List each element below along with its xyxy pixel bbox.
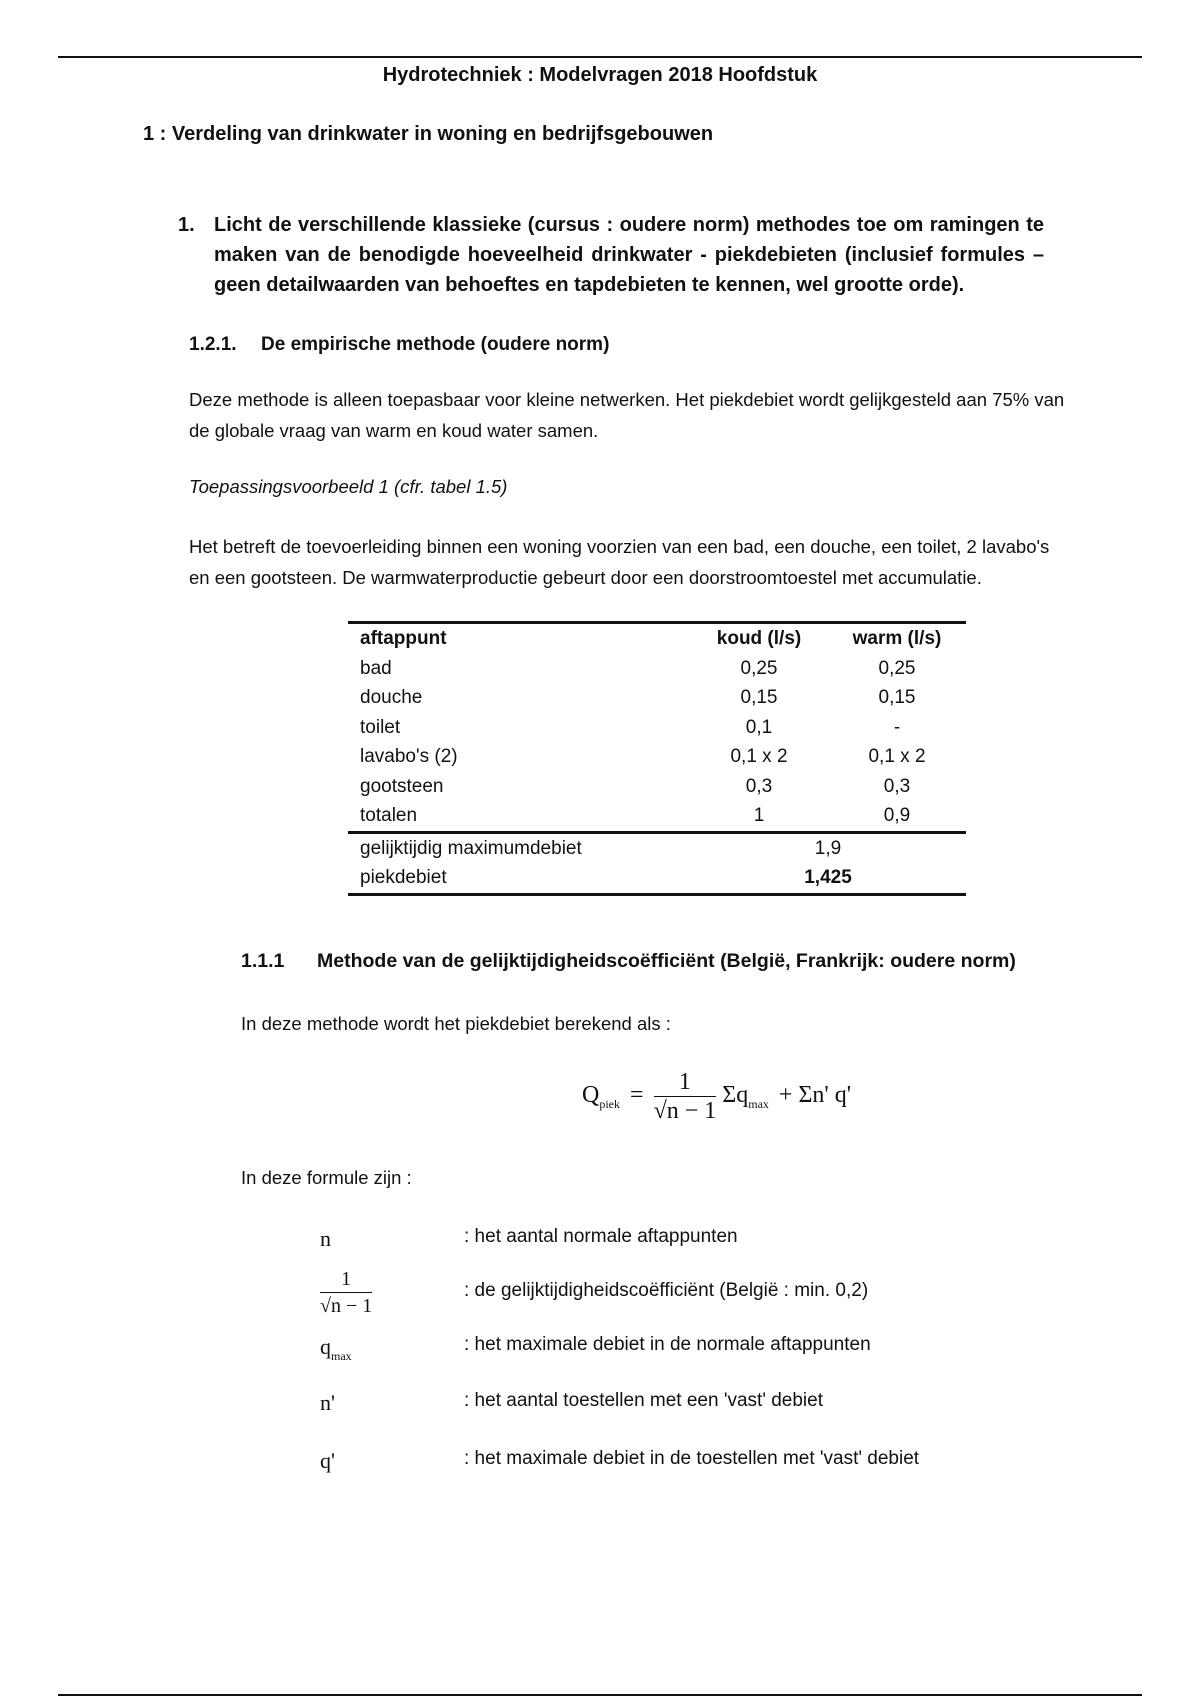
- table-summary-row: [348, 863, 966, 894]
- legend-description: : het aantal normale aftappunten: [464, 1226, 738, 1247]
- paragraph-line: Het betreft de toevoerleiding binnen een woning voorzien van een bad, een douche, een toilet, 2 lavabo's: [189, 536, 1050, 557]
- formula-intro: In deze methode wordt het piekdebiet berekend als :: [241, 1013, 671, 1034]
- table-cell: 0,1 x 2: [868, 746, 926, 767]
- example-title: Toepassingsvoorbeeld 1 (cfr. tabel 1.5): [189, 476, 508, 497]
- section-heading-coefficient: [241, 950, 1016, 973]
- section-number: 1.2.1.: [189, 334, 237, 355]
- section-title: Methode van de gelijktijdigheidscoëfficiënt (België, Frankrijk: oudere norm): [317, 950, 1016, 972]
- table-row: [348, 683, 966, 713]
- table-cell: 1: [753, 805, 765, 826]
- paragraph-line: en een gootsteen. De warmwaterproductie gebeurt door een doorstroomtoestel met accumulatie.: [189, 567, 982, 588]
- page-header: Hydrotechniek : Modelvragen 2018 Hoofdstuk: [382, 64, 818, 86]
- legend-description: : het aantal toestellen met een 'vast' debiet: [464, 1390, 823, 1411]
- table-cell: 1,425: [804, 867, 852, 888]
- peak-flow-formula: [582, 1068, 851, 1125]
- section-heading-empirical: [189, 334, 609, 356]
- chapter-title: 1 : Verdeling van drinkwater in woning en bedrijfsgebouwen: [143, 123, 714, 145]
- table-cell: 0,9: [883, 805, 911, 826]
- table-cell: 0,1: [745, 716, 773, 738]
- legend-symbol: n: [320, 1226, 331, 1251]
- formula-frac-num: 1: [654, 1068, 717, 1097]
- table-cell: 0,15: [740, 687, 778, 708]
- table-cell: toilet: [360, 716, 401, 738]
- legend-intro: In deze formule zijn :: [241, 1167, 412, 1188]
- legend-frac-num: 1: [320, 1266, 372, 1293]
- table-cell: 0,1 x 2: [730, 746, 788, 767]
- table-row: [348, 801, 966, 832]
- table-header-cell: koud (l/s): [716, 628, 802, 649]
- table-row: [348, 772, 966, 802]
- table-row: [348, 713, 966, 743]
- question-text: Licht de verschillende klassieke (cursus : oudere norm) methodes toe om ramingen te maken van de benodigde hoeveelheid drinkwater - piekdebieten (inclusief formules – geen detailwaarden van behoeftes en tapdebieten te kennen, wel grootte orde).: [214, 214, 1044, 296]
- table-cell: gootsteen: [360, 775, 444, 797]
- formula-lhs: Q: [582, 1082, 600, 1109]
- table-cell: 0,15: [878, 687, 916, 708]
- paragraph-line: Deze methode is alleen toepasbaar voor kleine netwerken. Het piekdebiet wordt gelijkgesteld aan 75% van: [189, 389, 1065, 410]
- table-cell: gelijktijdig maximumdebiet: [360, 837, 582, 859]
- table-cell: bad: [360, 657, 392, 679]
- legend-description: : de gelijktijdigheidscoëfficiënt (België : min. 0,2): [464, 1280, 869, 1301]
- question-block: [178, 210, 1044, 300]
- legend-frac-den: √n − 1: [320, 1295, 373, 1317]
- table-row: [348, 742, 966, 772]
- table-header-row: [348, 623, 966, 654]
- formula-frac-den: √n − 1: [653, 1098, 717, 1124]
- question-number: 1.: [178, 214, 195, 236]
- paragraph-example: [189, 531, 1049, 593]
- legend-symbol: [320, 1334, 352, 1364]
- formula-lhs-sub: piek: [599, 1097, 621, 1112]
- table-header-cell: aftappunt: [360, 628, 447, 649]
- section-number: 1.1.1: [241, 950, 285, 972]
- paragraph-empirical: [189, 384, 1064, 446]
- formula-fraction: [654, 1068, 717, 1125]
- table-cell: 0,25: [740, 657, 778, 679]
- table-cell: lavabo's (2): [360, 746, 458, 767]
- formula-rest: + Σn' q': [778, 1082, 852, 1109]
- legend-symbol-fraction: [320, 1266, 372, 1319]
- bottom-rule: [58, 1694, 1142, 1696]
- formula-eq: =: [630, 1082, 644, 1109]
- paragraph-line: de globale vraag van warm en koud water samen.: [189, 420, 599, 441]
- formula-term1-sub: max: [748, 1097, 769, 1112]
- legend-description: : het maximale debiet in de normale aftappunten: [464, 1334, 871, 1355]
- flow-table: [348, 621, 966, 896]
- table-cell: -: [893, 716, 901, 738]
- legend-symbol: n': [320, 1390, 335, 1415]
- table-cell: 0,25: [878, 657, 916, 679]
- table-cell: piekdebiet: [360, 867, 447, 888]
- table-cell: 0,3: [745, 775, 773, 797]
- legend-symbol-base: q: [320, 1334, 331, 1359]
- legend-symbol-sub: max: [331, 1349, 352, 1363]
- legend-description: : het maximale debiet in de toestellen met 'vast' debiet: [464, 1448, 920, 1469]
- table-summary-row: [348, 832, 966, 863]
- legend-symbol: q': [320, 1448, 335, 1473]
- formula-term1: Σq: [722, 1082, 749, 1109]
- top-rule: [58, 56, 1142, 58]
- table-cell: 0,3: [883, 775, 911, 797]
- table-cell: 1,9: [814, 837, 842, 859]
- table-row: [348, 654, 966, 684]
- table-header-cell: warm (l/s): [852, 628, 942, 649]
- table-cell: totalen: [360, 805, 418, 826]
- section-title: De empirische methode (oudere norm): [261, 334, 610, 355]
- table-cell: douche: [360, 687, 423, 708]
